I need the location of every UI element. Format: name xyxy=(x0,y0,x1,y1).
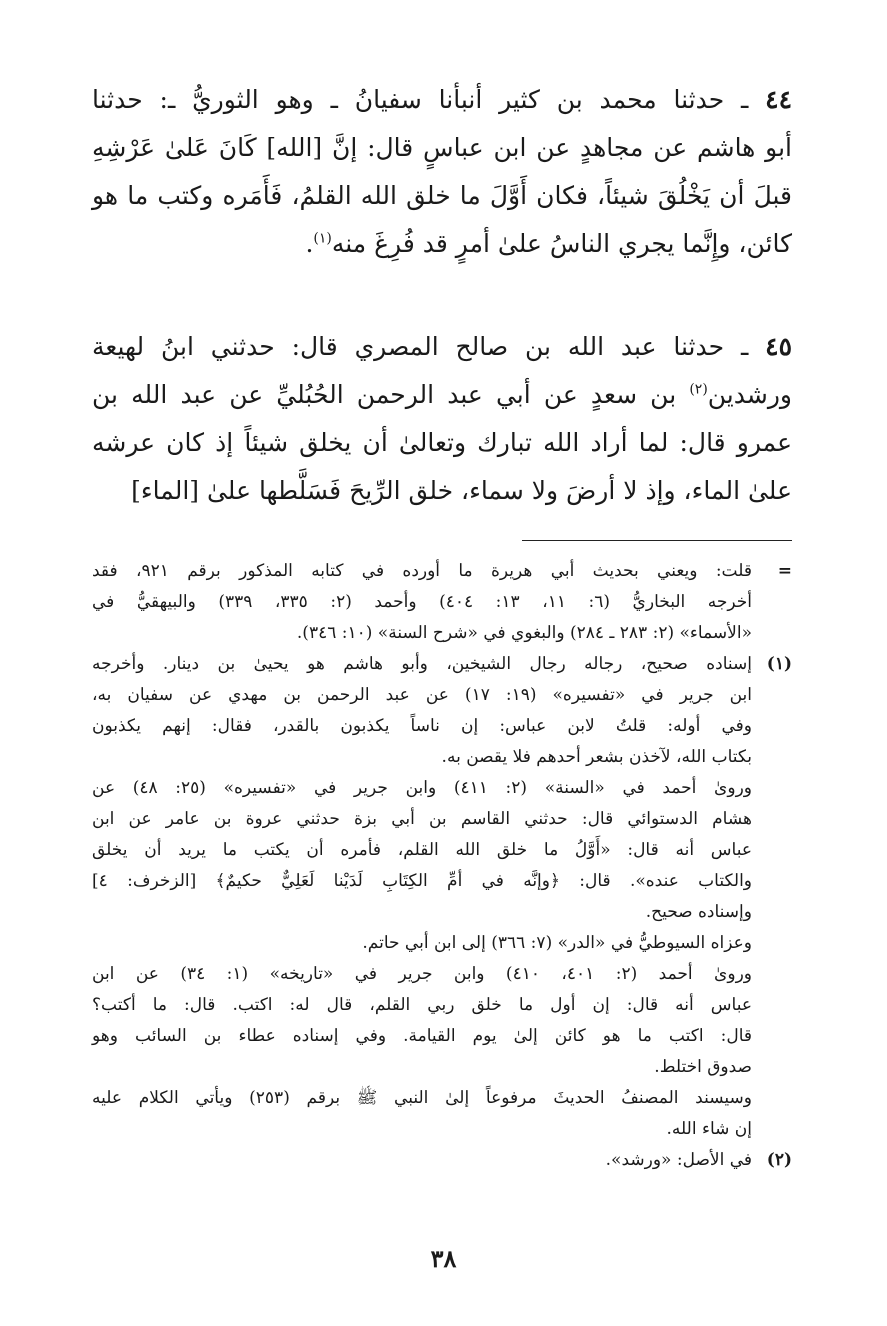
footnote-line: ورویٰ أحمد (٢: ٤٠١، ٤١٠) وابن جرير في «تاريخه» (١: ٣٤) عن ابن xyxy=(92,964,752,984)
footnote-body xyxy=(92,649,752,1145)
footnote-line: إن شاء الله. xyxy=(666,1119,752,1139)
footnote-line: في الأصل: «ورشد». xyxy=(605,1150,752,1170)
text-line: كائن، وإِنَّما يجري الناسُ علىٰ أمرٍ قد فُرِغَ منه$^{(١)}$. xyxy=(305,229,792,258)
text-line: قبلَ أن يَخْلُقَ شيئاً، فكان أَوَّلَ ما خلق الله القلمُ، فَأَمَره وكتب ما هو xyxy=(92,181,792,210)
footnote-line: قلت: ويعني بحديث أبي هريرة ما أورده في كتابه المذكور برقم ٩٢١، فقد xyxy=(92,561,752,581)
footnote-line: عباس أنه قال: «أَوَّلُ ما خلق الله القلم، فأمره أن يكتب ما يريد أن يخلق xyxy=(92,840,752,860)
page-number: ٣٨ xyxy=(430,1244,457,1273)
hadith-number: ٤٤ xyxy=(765,85,792,114)
footnote-line: وإسناده صحيح. xyxy=(645,902,752,922)
text-line: ورشدين$^{(٢)}$ بن سعدٍ عن أبي عبد الرحمن الحُبُليِّ عن عبد الله بن xyxy=(92,380,792,409)
footnote-1 xyxy=(92,649,792,1145)
text-line: عمرو قال: لما أراد الله تبارك وتعالىٰ أن يخلق شيئاً إذ كان عرشه xyxy=(92,428,792,457)
footnotes xyxy=(92,556,792,1176)
footnote-line: وسيسند المصنفُ الحديثَ مرفوعاً إلىٰ النبي ﷺ برقم (٢٥٣) ويأتي الكلام عليه xyxy=(92,1088,752,1108)
footnote-marker: (١) xyxy=(766,654,792,674)
hadith-45 xyxy=(92,323,792,515)
footnote-body xyxy=(92,1145,752,1176)
footnote-marker: (٢) xyxy=(766,1150,792,1170)
text-line: ٤٥ ـ حدثنا عبد الله بن صالح المصري قال: حدثني ابنُ لهيعة xyxy=(92,332,792,361)
text-line: ٤٤ ـ حدثنا محمد بن كثير أنبأنا سفيانُ ـ وهو الثوريُّ ـ: حدثنا xyxy=(92,85,792,114)
footnote-line: إسناده صحيح، رجاله رجال الشيخين، وأبو هاشم هو يحيىٰ بن دينار. وأخرجه xyxy=(92,654,752,674)
text-line: أبو هاشم عن مجاهدٍ عن ابن عباسٍ قال: إنَّ [الله] كَانَ عَلىٰ عَرْشِهِ xyxy=(92,133,792,162)
footnote-body xyxy=(92,556,752,649)
footnote-line: وعزاه السيوطيُّ في «الدر» (٧: ٣٦٦) إلى ابن أبي حاتم. xyxy=(362,933,752,953)
footnote-line: صدوق اختلط. xyxy=(654,1057,752,1077)
footnote-line: والكتاب عنده». قال: ﴿وإنَّه في أمِّ الكِتَابِ لَدَيْنا لَعَلِيٌّ حكيمٌ﴾ [الزخرف: ٤] xyxy=(92,871,752,891)
text-line: علىٰ الماء، وإذ لا أرضَ ولا سماء، خلق الرِّيحَ فَسَلَّطها علىٰ [الماء] xyxy=(131,476,792,505)
footnote-line: «الأسماء» (٢: ٢٨٣ ـ ٢٨٤) والبغوي في «شرح السنة» (١٠: ٣٤٦). xyxy=(296,623,752,643)
footnote-divider xyxy=(522,540,792,541)
footnote-line: ابن جرير في «تفسيره» (١٩: ١٧) عن عبد الرحمن بن مهدي عن سفيان به، xyxy=(92,685,753,705)
footnote-line: وفي أوله: قلتُ لابن عباس: إن ناساً يكذبون بالقدر، فقال: إنهم يكذبون xyxy=(92,716,752,736)
footnote-line: هشام الدستوائي قال: حدثني القاسم بن أبي بزة حدثني عروة بن عامر عن ابن xyxy=(92,809,752,829)
footnote-2 xyxy=(92,1145,792,1176)
footnote-marker: = xyxy=(777,561,792,581)
footnote-line: عباس أنه قال: إن أول ما خلق ربي القلم، قال له: اكتب. قال: ما أكتب؟ xyxy=(92,995,752,1015)
footnote-line: ورویٰ أحمد في «السنة» (٢: ٤١١) وابن جرير في «تفسيره» (٢٥: ٤٨) عن xyxy=(92,778,752,798)
hadith-number: ٤٥ xyxy=(765,332,792,361)
footnote-continuation xyxy=(92,556,792,649)
footnote-line: أخرجه البخاريُّ (٦: ١١، ١٣: ٤٠٤) وأحمد (٢: ٣٣٥، ٣٣٩) والبيهقيُّ في xyxy=(92,592,753,612)
footnote-line: قال: اكتب ما هو كائن إلىٰ يوم القيامة. وفي إسناده عطاء بن السائب وهو xyxy=(92,1026,752,1046)
footnote-reference: (١) xyxy=(313,230,332,247)
footnote-line: بكتاب الله، لآخذن بشعر أحدهم فلا يقصن به. xyxy=(441,747,752,767)
footnote-reference: (٢) xyxy=(689,381,708,398)
hadith-44 xyxy=(92,76,792,268)
